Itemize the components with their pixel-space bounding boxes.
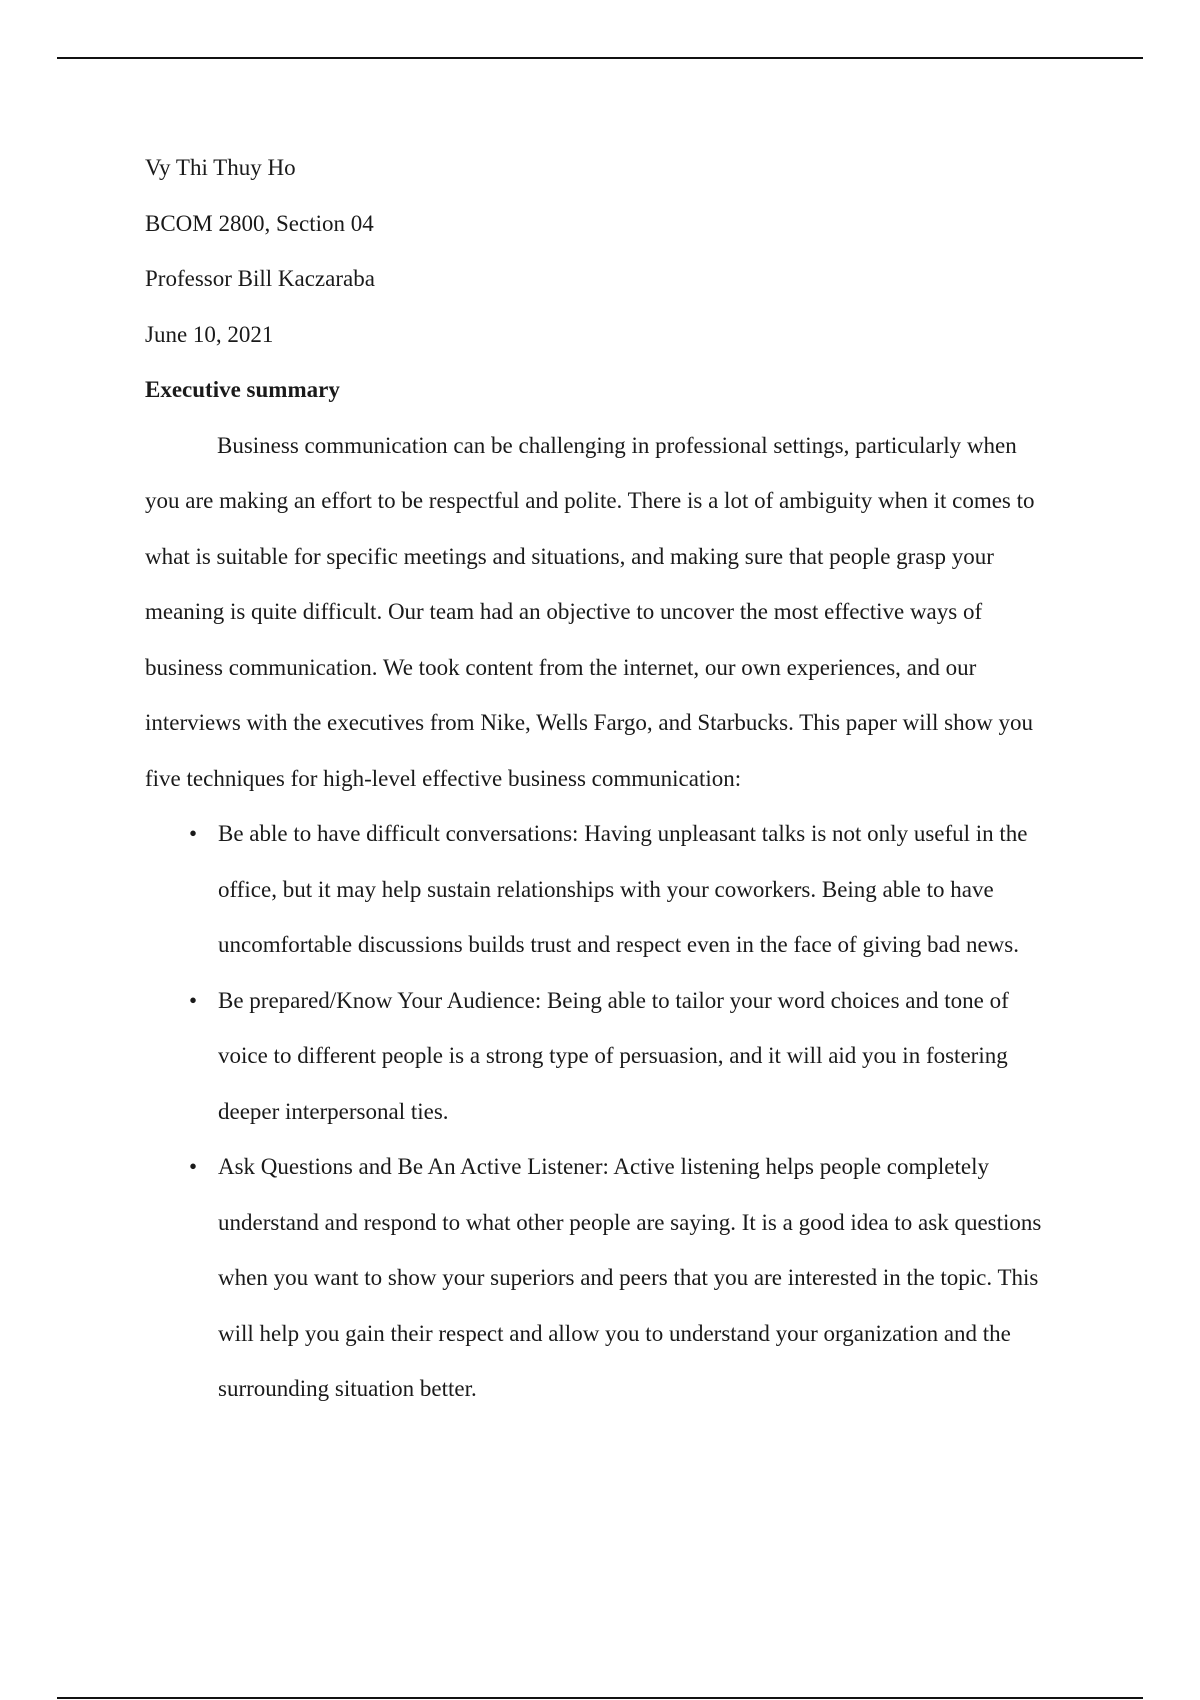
paragraph-line: interviews with the executives from Nike, Wells Fargo, and Starbucks. This paper will show you xyxy=(145,710,1033,735)
list-item-line: Be prepared/Know Your Audience: Being able to tailor your word choices and tone of xyxy=(218,987,1009,1013)
paragraph-line: five techniques for high-level effective business communication: xyxy=(145,765,742,791)
list-item xyxy=(145,806,1085,973)
paragraph-line: you are making an effort to be respectful and polite. There is a lot of ambiguity when it comes to xyxy=(145,488,1035,513)
bottom-rule xyxy=(57,1697,1143,1699)
document-date: June 10, 2021 xyxy=(145,321,274,347)
list-item-line: Ask Questions and Be An Active Listener: Active listening helps people completely xyxy=(218,1154,989,1179)
bullet-icon: • xyxy=(188,987,198,1013)
list-item xyxy=(145,1139,1085,1417)
professor-name: Professor Bill Kaczaraba xyxy=(145,266,375,291)
section-heading: Executive summary xyxy=(145,377,340,402)
document-body xyxy=(145,140,1085,1417)
list-item-line: deeper interpersonal ties. xyxy=(218,1098,449,1124)
paragraph-line: Business communication can be challenging in professional settings, particularly when xyxy=(217,432,1017,458)
list-item xyxy=(145,973,1085,1140)
bullet-icon: • xyxy=(188,1154,198,1179)
list-item-line: when you want to show your superiors and peers that you are interested in the topic. This xyxy=(218,1265,1039,1290)
technique-list xyxy=(145,806,1085,1417)
paragraph-line: business communication. We took content from the internet, our own experiences, and our xyxy=(145,654,977,680)
bullet-icon: • xyxy=(188,821,198,846)
paragraph-line: what is suitable for specific meetings and situations, and making sure that people grasp your xyxy=(145,543,994,569)
top-rule xyxy=(57,57,1143,59)
course-info: BCOM 2800, Section 04 xyxy=(145,210,374,236)
list-item-line: will help you gain their respect and allow you to understand your organization and the xyxy=(218,1320,1011,1346)
author-name: Vy Thi Thuy Ho xyxy=(145,155,296,180)
list-item-line: uncomfortable discussions builds trust and respect even in the face of giving bad news. xyxy=(218,932,1019,957)
paragraph-line: meaning is quite difficult. Our team had an objective to uncover the most effective ways of xyxy=(145,599,983,624)
list-item-line: Be able to have difficult conversations: Having unpleasant talks is not only useful in the xyxy=(218,821,1028,846)
list-item-line: understand and respond to what other people are saying. It is a good idea to ask questions xyxy=(218,1209,1042,1235)
list-item-line: voice to different people is a strong type of persuasion, and it will aid you in fostering xyxy=(218,1043,1008,1068)
list-item-line: surrounding situation better. xyxy=(218,1376,477,1401)
list-item-line: office, but it may help sustain relationships with your coworkers. Being able to have xyxy=(218,876,994,902)
summary-paragraph xyxy=(145,418,1085,807)
